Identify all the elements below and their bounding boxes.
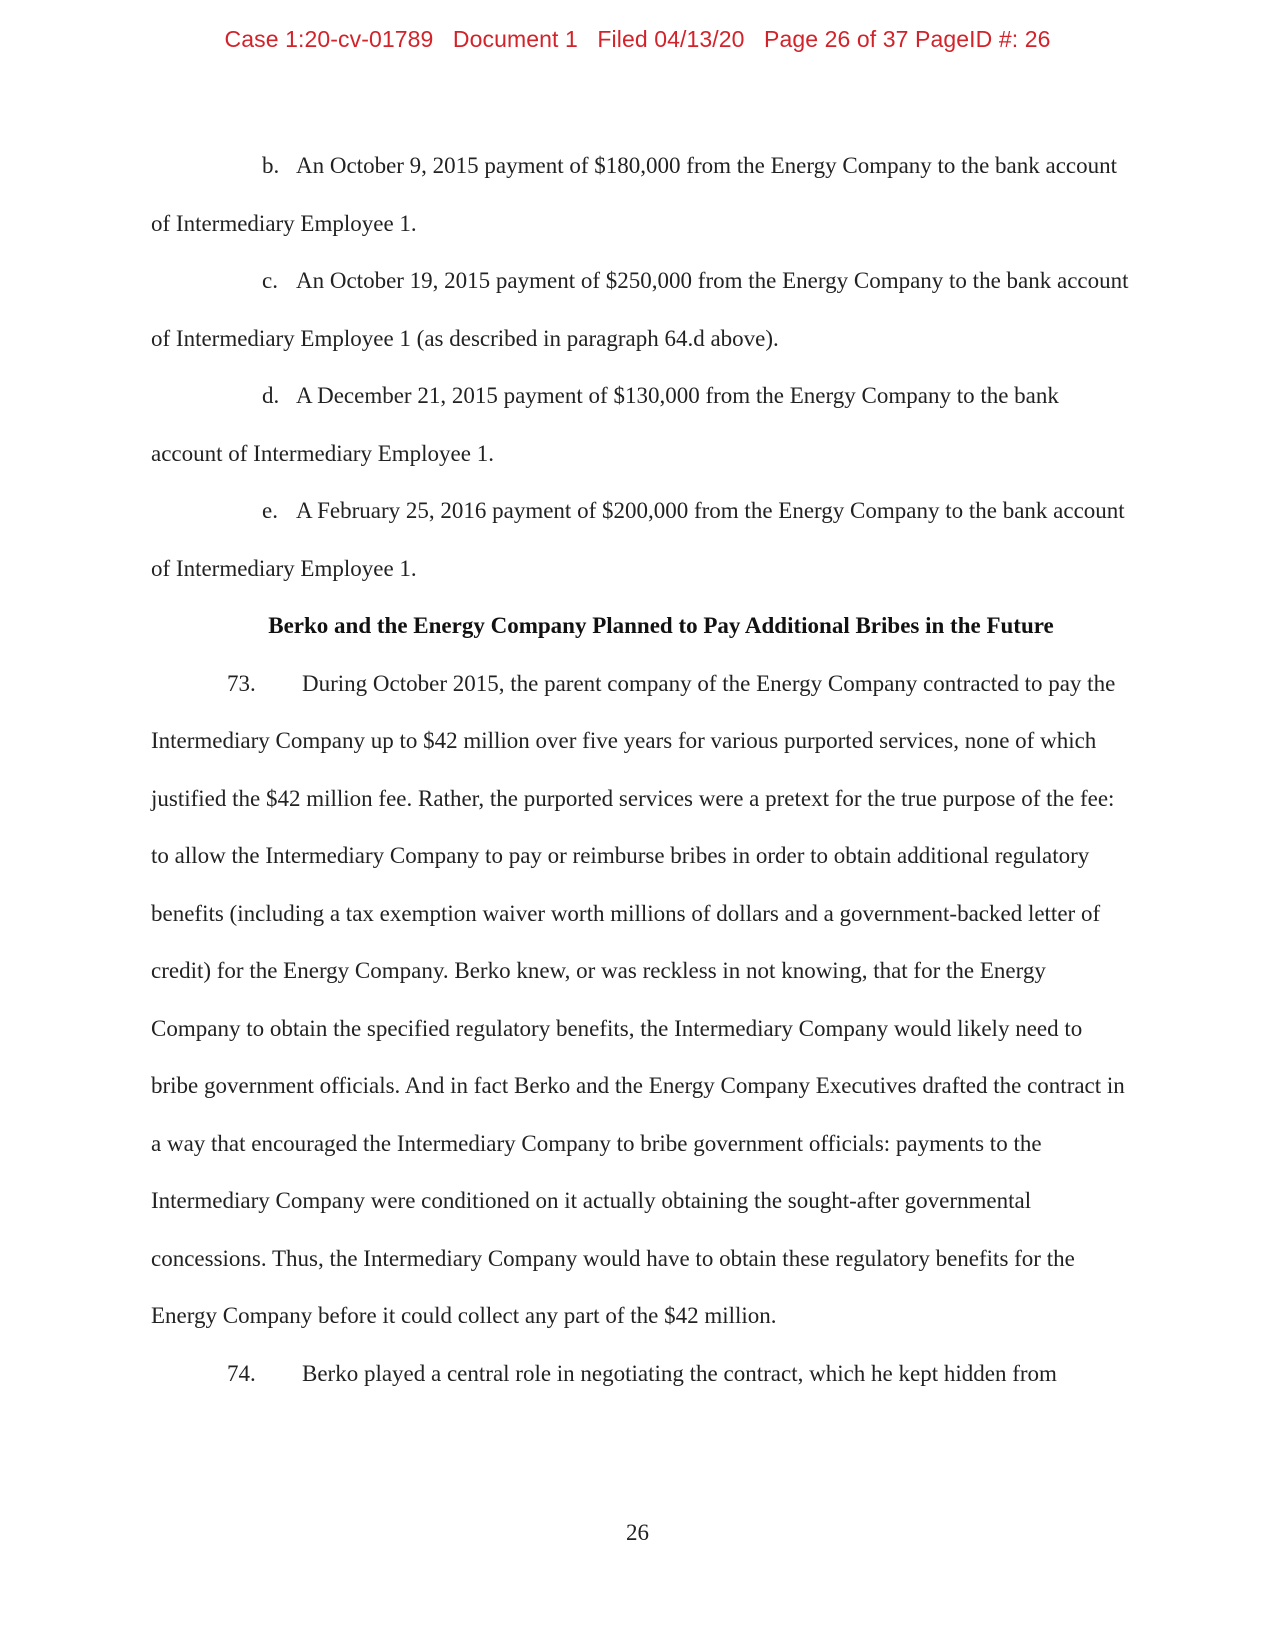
list-item-label: d. xyxy=(262,383,280,408)
list-item-text: An October 19, 2015 payment of $250,000 from the Energy Company to the bank account of Intermediary Employee 1 (as described in paragraph 64.d above). xyxy=(151,268,1129,351)
page-number: 26 xyxy=(626,1520,649,1545)
paragraph-text: During October 2015, the parent company of the Energy Company contracted to pay the Intermediary Company up to $42 million over five years for various purported services, none of which justified the $42 million fee. Rather, the purported services were a pretext for the true purpose of the fee: to allow the Intermediary Company to pay or reimburse bribes in order to obtain additional regulatory benefits (including a tax exemption waiver worth millions of dollars and a government-backed letter of credit) for the Energy Company. Berko knew, or was reckless in not knowing, that for the Energy Company to obtain the specified regulatory benefits, the Intermediary Company would likely need to bribe government officials. And in fact Berko and the Energy Company Executives drafted the contract in a way that encouraged the Intermediary Company to bribe government officials: payments to the Intermediary Company were conditioned on it actually obtaining the sought-after governmental concessions. Thus, the Intermediary Company would have to obtain these regulatory benefits for the Energy Company before it could collect any part of the $42 million. xyxy=(151,670,1125,1328)
paragraph-73 xyxy=(151,655,1131,1345)
paragraph-text: Berko played a central role in negotiating the contract, which he kept hidden from xyxy=(302,1360,1057,1386)
list-item-c xyxy=(151,252,1131,367)
section-heading: Berko and the Energy Company Planned to Pay Additional Bribes in the Future xyxy=(268,613,1054,638)
list-item-label: b. xyxy=(262,153,280,178)
list-item-d xyxy=(151,367,1131,482)
list-item-label: e. xyxy=(262,498,278,523)
case-header-stamp: Case 1:20-cv-01789 Document 1 Filed 04/13/20 Page 26 of 37 PageID #: 26 xyxy=(224,26,1051,52)
list-item-e xyxy=(151,482,1131,597)
list-item-text: An October 9, 2015 payment of $180,000 from the Energy Company to the bank account of Intermediary Employee 1. xyxy=(151,153,1118,236)
paragraph-74 xyxy=(151,1345,1131,1403)
list-item-b xyxy=(151,137,1131,252)
list-item-text: A December 21, 2015 payment of $130,000 from the Energy Company to the bank account of Intermediary Employee 1. xyxy=(151,383,1059,466)
document-body xyxy=(151,137,1131,1402)
list-item-label: c. xyxy=(262,268,278,293)
paragraph-number: 73. xyxy=(227,670,256,696)
paragraph-number: 74. xyxy=(227,1360,256,1386)
list-item-text: A February 25, 2016 payment of $200,000 from the Energy Company to the bank account of Intermediary Employee 1. xyxy=(151,498,1125,581)
